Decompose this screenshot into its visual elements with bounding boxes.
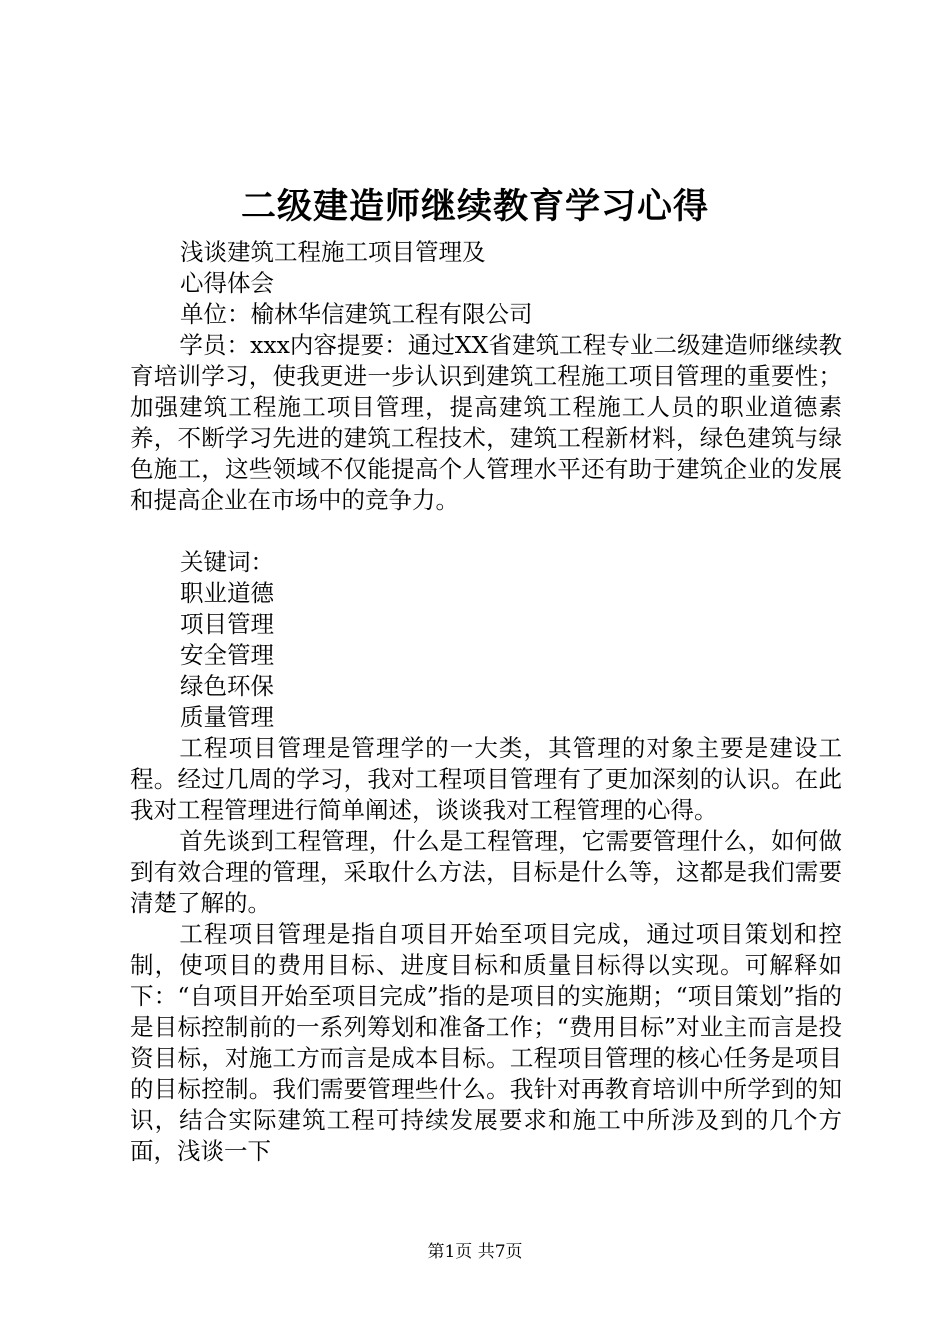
document-body <box>130 237 842 1167</box>
document-title: 二级建造师继续教育学习心得 <box>240 186 709 227</box>
abstract-paragraph: 学员：xxx内容提要：通过XX省建筑工程专业二级建造师继续教育培训学习，使我更进一步认识到建筑工程施工项目管理的重要性；加强建筑工程施工项目管理，提高建筑工程施工人员的职业道德素养，不断学习先进的建筑工程技术，建筑工程新材料，绿色建筑与绿色施工，这些领域不仅能提高个人管理水平还有助于建筑企业的发展和提高企业在市场中的竞争力。 <box>130 331 842 514</box>
page-footer: 第1页 共7页 <box>427 1242 523 1262</box>
keyword-item: 绿色环保 <box>180 672 274 700</box>
organization-line: 单位：榆林华信建筑工程有限公司 <box>180 300 533 328</box>
body-paragraph: 工程项目管理是指自项目开始至项目完成，通过项目策划和控制，使项目的费用目标、进度目标和质量目标得以实现。可解释如下：“自项目开始至项目完成”指的是项目的实施期；“项目策划”指的是目标控制前的一系列筹划和准备工作；“费用目标”对业主而言是投资目标，对施工方而言是成本目标。工程项目管理的核心任务是项目的目标控制。我们需要管理些什么。我针对再教育培训中所学到的知识，结合实际建筑工程可持续发展要求和施工中所涉及到的几个方面，浅谈一下 <box>130 920 842 1165</box>
keyword-item: 质量管理 <box>180 703 274 731</box>
body-paragraph: 工程项目管理是管理学的一大类，其管理的对象主要是建设工程。经过几周的学习，我对工程项目管理有了更加深刻的认识。在此我对工程管理进行简单阐述，谈谈我对工程管理的心得。 <box>130 734 842 824</box>
body-paragraph: 首先谈到工程管理，什么是工程管理，它需要管理什么，如何做到有效合理的管理，采取什么方法，目标是什么等，这都是我们需要清楚了解的。 <box>130 827 842 917</box>
keyword-item: 安全管理 <box>180 641 274 669</box>
blank-line <box>130 516 842 547</box>
keywords-label: 关键词： <box>180 548 274 576</box>
subtitle-line-1: 浅谈建筑工程施工项目管理及 <box>180 238 486 266</box>
subtitle-line-2: 心得体会 <box>180 269 274 297</box>
keyword-item: 职业道德 <box>180 579 274 607</box>
keyword-item: 项目管理 <box>180 610 274 638</box>
